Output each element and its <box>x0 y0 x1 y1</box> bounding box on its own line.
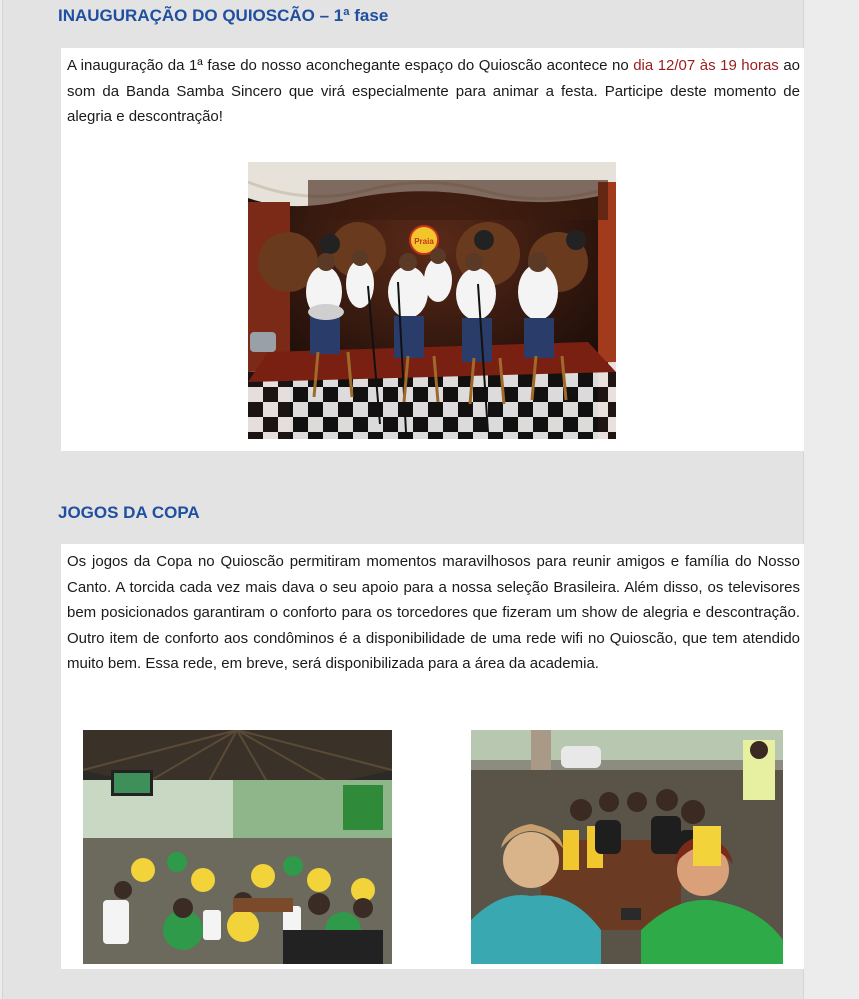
praia-sign-text: Praia <box>414 237 434 246</box>
section-card-inauguracao <box>61 48 804 451</box>
world-cup-friends-photo <box>471 730 783 964</box>
newsletter-page <box>2 0 804 999</box>
section-title-inauguracao: INAUGURAÇÃO DO QUIOSCÃO – 1ª fase <box>58 6 389 25</box>
section-paragraph-inauguracao <box>67 53 800 130</box>
world-cup-crowd-photo <box>83 730 392 964</box>
section-paragraph-jogos-copa: Os jogos da Copa no Quioscão permitiram momentos maravilhosos para reunir amigos e família do Nosso Canto. A torcida cada vez mais dava o seu apoio para a nossa seleção Brasileira. Além disso, os televisores bem posicionados garantiram o conforto para os torcedores que fizeram um show de alegria e descontração. Outro item de conforto aos condôminos é a disponibilidade de uma rede wifi no Quioscão, que tem atendido muito bem. Essa rede, em breve, será disponibilizada para a área da academia. <box>67 553 800 672</box>
paragraph-text: ao som da Banda Samba Sincero que virá especialmente para animar a festa. Participe deste momento de alegria e descontração! <box>67 57 801 125</box>
event-date-highlight: dia 12/07 às 19 horas <box>633 57 779 74</box>
band-performance-photo <box>248 162 616 439</box>
paragraph-text: A inauguração da 1ª fase do nosso aconchegante espaço do Quioscão acontece no <box>67 57 634 74</box>
section-card-jogos-copa <box>61 544 804 969</box>
section-title-jogos-copa: JOGOS DA COPA <box>58 503 200 522</box>
